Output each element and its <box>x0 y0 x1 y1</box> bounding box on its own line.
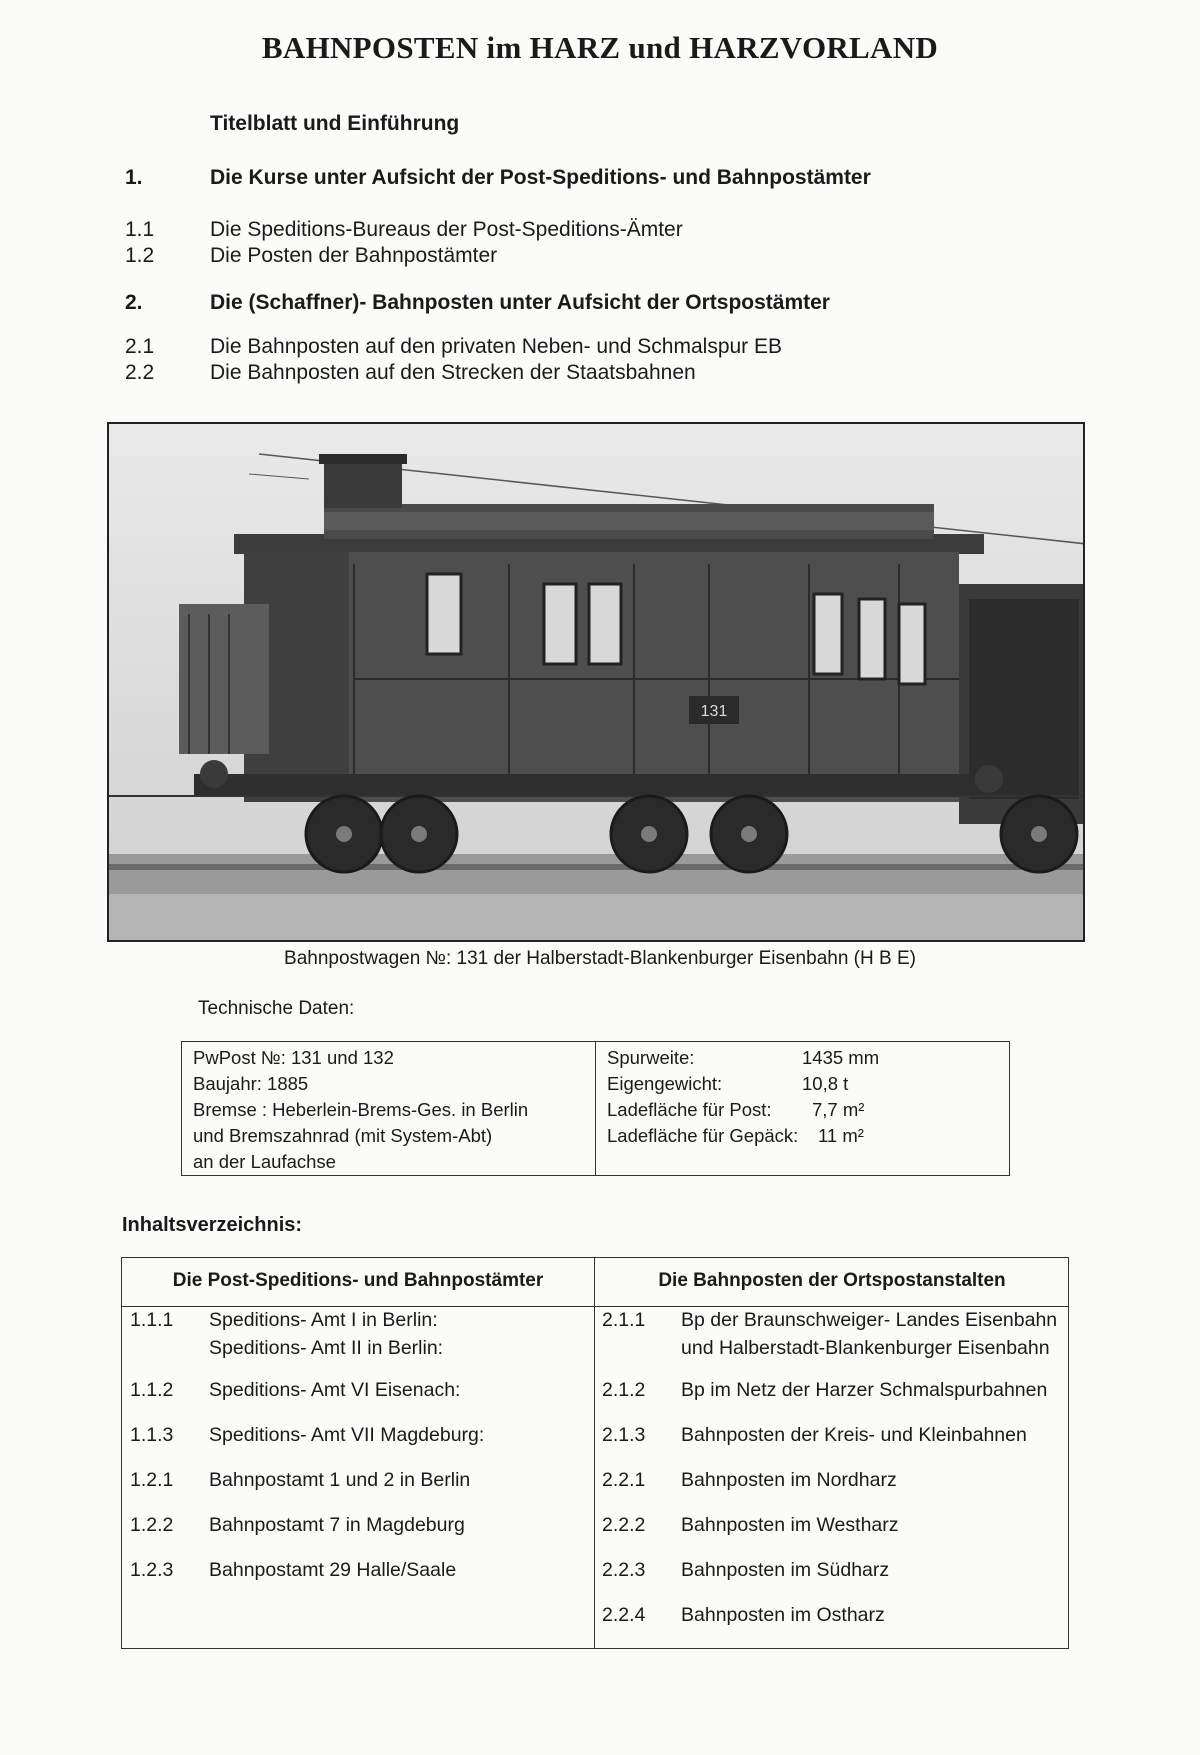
toc-text: Die Kurse unter Aufsicht der Post-Speditions- und Bahnpostämter <box>210 166 871 189</box>
tech-line: Baujahr: 1885 <box>193 1073 309 1094</box>
toc-number: 2.1 <box>125 335 155 358</box>
contents-table <box>121 1257 1069 1649</box>
item-text: Bahnpostamt 29 Halle/Saale <box>209 1559 457 1581</box>
item-number: 2.1.1 <box>602 1309 646 1331</box>
item-text: Bahnpostamt 7 in Magdeburg <box>209 1514 465 1536</box>
toc-number: 2. <box>125 291 143 314</box>
item-number: 1.2.1 <box>130 1469 174 1491</box>
tech-spec-row <box>607 1071 987 1097</box>
item-number: 1.1.2 <box>130 1379 174 1401</box>
tech-line: Bremse : Heberlein-Brems-Ges. in Berlin <box>193 1099 529 1120</box>
spec-value: 10,8 t <box>802 1073 849 1094</box>
tech-data-label: Technische Daten: <box>198 998 355 1019</box>
wagon-illustration <box>109 424 1085 942</box>
item-text: und Halberstadt-Blankenburger Eisenbahn <box>681 1337 1050 1359</box>
item-text: Speditions- Amt I in Berlin: <box>209 1309 438 1331</box>
item-number: 1.2.2 <box>130 1514 174 1536</box>
toc-number: 1.2 <box>125 244 155 267</box>
item-number: 2.1.3 <box>602 1424 646 1446</box>
spec-value: 1435 mm <box>802 1047 880 1068</box>
tech-left-column <box>193 1045 528 1175</box>
spec-label: Ladefläche für Post: <box>607 1099 772 1120</box>
tech-data-table <box>181 1041 1010 1176</box>
item-text: Bp der Braunschweiger- Landes Eisenbahn <box>681 1309 1058 1331</box>
toc-text: Die (Schaffner)- Bahnposten unter Aufsicht der Ortspostämter <box>210 291 830 314</box>
spec-value: 11 m² <box>818 1125 864 1146</box>
spec-label: Ladefläche für Gepäck: <box>607 1125 799 1146</box>
contents-left-header: Die Post-Speditions- und Bahnpostämter <box>172 1270 544 1291</box>
item-text: Speditions- Amt VI Eisenach: <box>209 1379 461 1401</box>
wagon-photo <box>107 422 1085 942</box>
item-number: 2.2.1 <box>602 1469 646 1491</box>
item-number: 1.1.1 <box>130 1309 174 1331</box>
contents-label: Inhaltsverzeichnis: <box>122 1214 303 1236</box>
item-text: Bahnposten im Ostharz <box>681 1604 885 1626</box>
toc-text: Die Bahnposten auf den privaten Neben- und Schmalspur EB <box>210 335 783 358</box>
tech-spec-row <box>607 1123 987 1149</box>
tech-line: an der Laufachse <box>193 1151 336 1172</box>
wagon-number: 131 <box>700 703 728 720</box>
item-text: Bahnposten im Südharz <box>681 1559 890 1581</box>
tech-right-column <box>607 1045 987 1149</box>
photo-caption: Bahnpostwagen №: 131 der Halberstadt-Blankenburger Eisenbahn (H B E) <box>284 948 916 969</box>
item-number: 1.2.3 <box>130 1559 174 1581</box>
toc-number: 1.1 <box>125 218 155 241</box>
table-divider <box>595 1042 596 1175</box>
contents-right-header: Die Bahnposten der Ortspostanstalten <box>658 1270 1006 1291</box>
toc-text: Die Speditions-Bureaus der Post-Speditions-Ämter <box>210 218 683 241</box>
item-number: 2.2.3 <box>602 1559 646 1581</box>
item-number: 2.1.2 <box>602 1379 646 1401</box>
item-text: Bahnposten im Nordharz <box>681 1469 897 1491</box>
spec-label: Spurweite: <box>607 1047 695 1068</box>
tech-spec-row <box>607 1097 987 1123</box>
item-text: Bahnposten im Westharz <box>681 1514 899 1536</box>
toc-number: 2.2 <box>125 361 155 384</box>
item-text: Speditions- Amt II in Berlin: <box>209 1337 444 1359</box>
table-divider <box>594 1258 595 1648</box>
item-number: 1.1.3 <box>130 1424 174 1446</box>
item-text: Speditions- Amt VII Magdeburg: <box>209 1424 485 1446</box>
toc-number: 1. <box>125 166 143 189</box>
item-text: Bp im Netz der Harzer Schmalspurbahnen <box>681 1379 1048 1401</box>
toc-text: Die Posten der Bahnpostämter <box>210 244 498 267</box>
toc-text: Die Bahnposten auf den Strecken der Staatsbahnen <box>210 361 696 384</box>
toc-text: Titelblatt und Einführung <box>210 112 460 135</box>
item-text: Bahnpostamt 1 und 2 in Berlin <box>209 1469 471 1491</box>
tech-line: und Bremszahnrad (mit System-Abt) <box>193 1125 493 1146</box>
item-text: Bahnposten der Kreis- und Kleinbahnen <box>681 1424 1027 1446</box>
item-number: 2.2.2 <box>602 1514 646 1536</box>
page-title: BAHNPOSTEN im HARZ und HARZVORLAND <box>261 30 939 65</box>
item-number: 2.2.4 <box>602 1604 646 1626</box>
spec-value: 7,7 m² <box>812 1099 865 1120</box>
tech-line: PwPost №: 131 und 132 <box>193 1047 394 1068</box>
tech-spec-row <box>607 1045 987 1071</box>
spec-label: Eigengewicht: <box>607 1073 723 1094</box>
